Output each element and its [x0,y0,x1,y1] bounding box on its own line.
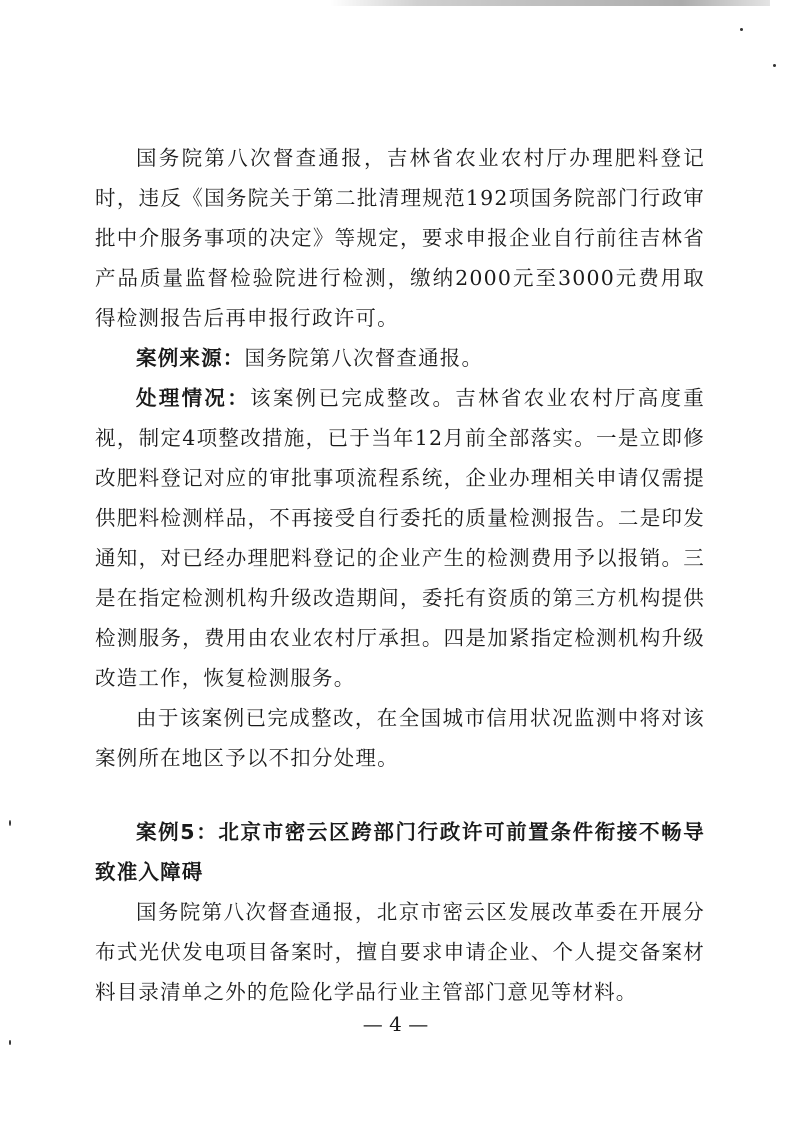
paragraph-case-description: 国务院第八次督查通报，吉林省农业农村厅办理肥料登记时，违反《国务院关于第二批清理规范192项国务院部门行政审批中介服务事项的决定》等规定，要求申报企业自行前往吉林省产品质量监督检验院进行检测，缴纳2000元至3000元费用取得检测报告后再申报行政许可。 [95,146,705,330]
handling-text: 该案例已完成整改。吉林省农业农村厅高度重视，制定4项整改措施，已于当年12月前全部落实。一是立即修改肥料登记对应的审批事项流程系统，企业办理相关申请仅需提供肥料检测样品，不再接受自行委托的质量检测报告。二是印发通知，对已经办理肥料登记的企业产生的检测费用予以报销。三是在指定检测机构升级改造期间，委托有资质的第三方机构提供检测服务，费用由农业农村厅承担。四是加紧指定检测机构升级改造工作，恢复检测服务。 [95,386,706,690]
scan-speck [9,820,11,826]
page-number: — 4 — [362,1012,429,1036]
scan-speck [773,64,776,67]
paragraph-handling [95,378,705,698]
case-source-text: 国务院第八次督查通报。 [244,346,484,370]
case-5-heading: 案例5：北京市密云区跨部门行政许可前置条件衔接不畅导致准入障碍 [95,820,705,884]
scan-speck [740,28,743,31]
case-source-label: 案例来源： [136,346,245,370]
handling-label: 处理情况： [136,386,251,410]
scan-speck [9,1040,11,1045]
paragraph-case-5-description: 国务院第八次督查通报，北京市密云区发展改革委在开展分布式光伏发电项目备案时，擅自要求申请企业、个人提交备案材料目录清单之外的危险化学品行业主管部门意见等材料。 [95,900,705,1004]
document-body [95,138,705,1012]
scan-edge-shadow [330,0,770,6]
paragraph-conclusion: 由于该案例已完成整改，在全国城市信用状况监测中将对该案例所在地区予以不扣分处理。 [95,706,705,770]
paragraph-case-source [95,338,705,378]
